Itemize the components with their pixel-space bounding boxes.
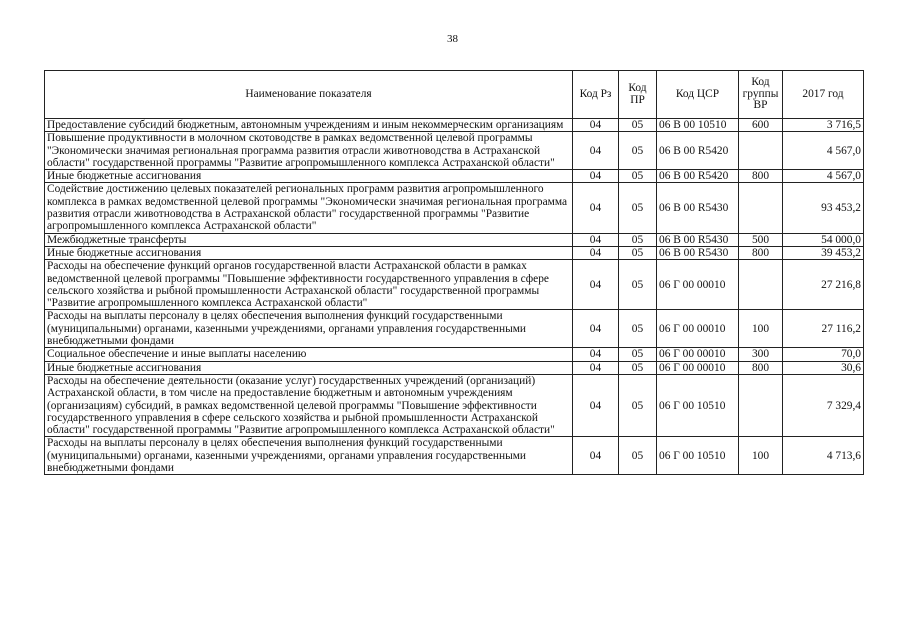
cell-name: Предоставление субсидий бюджетным, автономным учреждениям и иным некоммерческим организациям — [45, 119, 573, 132]
cell-name: Межбюджетные трансферты — [45, 233, 573, 246]
cell-csr: 06 Г 00 00010 — [657, 361, 739, 374]
table-row — [45, 437, 864, 475]
cell-vr: 800 — [739, 170, 783, 183]
table-row — [45, 246, 864, 259]
cell-name: Расходы на выплаты персоналу в целях обеспечения выполнения функций государственными (муниципальными) органами, казенными учреждениями, органами управления государственными внебюджетными фондами — [45, 437, 573, 475]
header-csr: Код ЦСР — [657, 71, 739, 119]
cell-amount: 39 453,2 — [783, 246, 864, 259]
table-header-row — [45, 71, 864, 119]
cell-rz: 04 — [573, 310, 619, 348]
cell-pr: 05 — [619, 310, 657, 348]
header-pr: Код ПР — [619, 71, 657, 119]
cell-csr: 06 В 00 R5420 — [657, 132, 739, 170]
cell-amount: 27 116,2 — [783, 310, 864, 348]
cell-csr: 06 В 00 10510 — [657, 119, 739, 132]
cell-csr: 06 Г 00 10510 — [657, 374, 739, 436]
cell-vr — [739, 374, 783, 436]
cell-pr: 05 — [619, 437, 657, 475]
cell-rz: 04 — [573, 374, 619, 436]
cell-pr: 05 — [619, 119, 657, 132]
cell-name: Социальное обеспечение и иные выплаты населению — [45, 348, 573, 361]
cell-amount: 7 329,4 — [783, 374, 864, 436]
cell-csr: 06 Г 00 00010 — [657, 260, 739, 310]
cell-csr: 06 Г 00 10510 — [657, 437, 739, 475]
cell-name: Иные бюджетные ассигнования — [45, 246, 573, 259]
cell-pr: 05 — [619, 348, 657, 361]
table-row — [45, 170, 864, 183]
cell-amount: 27 216,8 — [783, 260, 864, 310]
cell-rz: 04 — [573, 132, 619, 170]
cell-rz: 04 — [573, 437, 619, 475]
cell-amount: 70,0 — [783, 348, 864, 361]
cell-rz: 04 — [573, 260, 619, 310]
cell-vr: 300 — [739, 348, 783, 361]
cell-name: Содействие достижению целевых показателей региональных программ развития агропромышленного комплекса в рамках ведомственной целевой программы "Экономически значимая региональная программа развития отрасли животноводства в Астраханской области" государственной программы "Развитие агропромышленного комплекса Астраханской области" — [45, 183, 573, 233]
cell-vr — [739, 260, 783, 310]
cell-rz: 04 — [573, 361, 619, 374]
cell-pr: 05 — [619, 361, 657, 374]
cell-pr: 05 — [619, 183, 657, 233]
cell-amount: 4 567,0 — [783, 132, 864, 170]
cell-name: Иные бюджетные ассигнования — [45, 361, 573, 374]
cell-csr: 06 В 00 R5420 — [657, 170, 739, 183]
table-row — [45, 310, 864, 348]
page-number: 38 — [447, 33, 458, 45]
table-row — [45, 233, 864, 246]
cell-amount: 4 567,0 — [783, 170, 864, 183]
cell-vr — [739, 132, 783, 170]
cell-pr: 05 — [619, 233, 657, 246]
cell-amount: 30,6 — [783, 361, 864, 374]
cell-pr: 05 — [619, 132, 657, 170]
table-row — [45, 132, 864, 170]
table-row — [45, 374, 864, 436]
cell-csr: 06 В 00 R5430 — [657, 183, 739, 233]
cell-amount: 54 000,0 — [783, 233, 864, 246]
cell-vr: 100 — [739, 437, 783, 475]
cell-csr: 06 В 00 R5430 — [657, 246, 739, 259]
cell-name: Повышение продуктивности в молочном скотоводстве в рамках ведомственной целевой программы "Экономически значимая региональная программа развития отрасли животноводства в Астраханской области" государственной программы "Развитие агропромышленного комплекса Астраханской области" — [45, 132, 573, 170]
cell-name: Расходы на обеспечение деятельности (оказание услуг) государственных учреждений (организаций) Астраханской области, в том числе на предоставление бюджетным и автономным учреждениям (организациям) субсидий, в рамках ведомственной целевой программы "Повышение эффективности государственного управления в сфере сельского хозяйства и рыбной промышленности Астраханской области" государственной программы "Развитие агропромышленного комплекса Астраханской области" — [45, 374, 573, 436]
cell-amount: 4 713,6 — [783, 437, 864, 475]
cell-rz: 04 — [573, 183, 619, 233]
cell-rz: 04 — [573, 246, 619, 259]
header-name: Наименование показателя — [45, 71, 573, 119]
cell-pr: 05 — [619, 246, 657, 259]
table-row — [45, 361, 864, 374]
cell-vr: 600 — [739, 119, 783, 132]
table-row — [45, 348, 864, 361]
cell-name: Расходы на обеспечение функций органов государственной власти Астраханской области в рамках ведомственной целевой программы "Повышение эффективности государственного управления в сфере сельского хозяйства и рыбной промышленности Астраханской области" государственной программы "Развитие агропромышленного комплекса Астраханской области" — [45, 260, 573, 310]
header-year: 2017 год — [783, 71, 864, 119]
table-row — [45, 260, 864, 310]
cell-csr: 06 Г 00 00010 — [657, 310, 739, 348]
budget-table — [44, 70, 864, 475]
table-row — [45, 119, 864, 132]
cell-csr: 06 Г 00 00010 — [657, 348, 739, 361]
cell-rz: 04 — [573, 119, 619, 132]
cell-pr: 05 — [619, 374, 657, 436]
cell-rz: 04 — [573, 348, 619, 361]
header-vr: Код группы ВР — [739, 71, 783, 119]
cell-rz: 04 — [573, 170, 619, 183]
cell-vr: 500 — [739, 233, 783, 246]
cell-amount: 3 716,5 — [783, 119, 864, 132]
cell-rz: 04 — [573, 233, 619, 246]
cell-vr: 800 — [739, 361, 783, 374]
header-rz: Код Рз — [573, 71, 619, 119]
cell-csr: 06 В 00 R5430 — [657, 233, 739, 246]
cell-vr: 100 — [739, 310, 783, 348]
cell-name: Расходы на выплаты персоналу в целях обеспечения выполнения функций государственными (муниципальными) органами, казенными учреждениями, органами управления государственными внебюджетными фондами — [45, 310, 573, 348]
cell-name: Иные бюджетные ассигнования — [45, 170, 573, 183]
cell-pr: 05 — [619, 170, 657, 183]
cell-pr: 05 — [619, 260, 657, 310]
table-row — [45, 183, 864, 233]
cell-vr — [739, 183, 783, 233]
cell-amount: 93 453,2 — [783, 183, 864, 233]
cell-vr: 800 — [739, 246, 783, 259]
